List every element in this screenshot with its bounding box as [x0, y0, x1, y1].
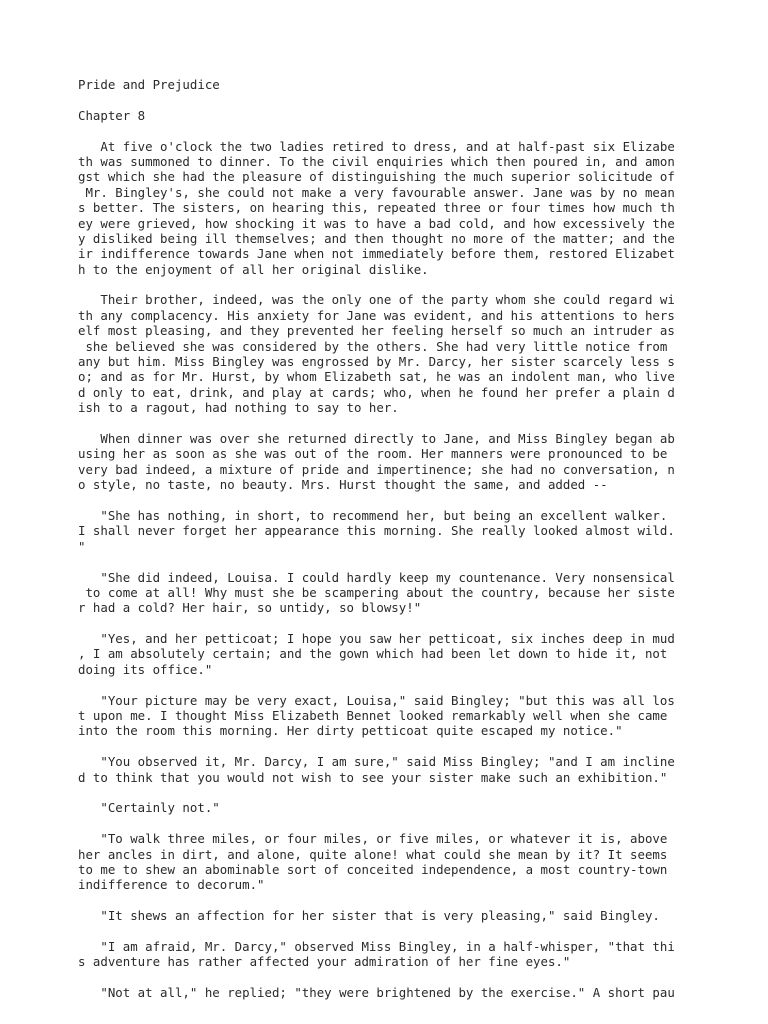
spacer [78, 970, 698, 985]
text-line: s adventure has rather affected your admiration of her fine eyes." [78, 954, 571, 970]
spacer [78, 816, 698, 831]
text-line: into the room this morning. Her dirty petticoat quite escaped my notice." [78, 723, 623, 739]
spacer [78, 739, 698, 754]
text-line: s better. The sisters, on hearing this, repeated three or four times how much th [78, 200, 675, 216]
document-title: Pride and Prejudice [78, 77, 220, 92]
spacer [78, 785, 698, 800]
paragraph [78, 939, 698, 970]
paragraph [78, 570, 698, 616]
text-line: "Not at all," he replied; "they were brightened by the exercise." A short pau [78, 985, 675, 1001]
paragraph [78, 292, 698, 415]
body-text [78, 139, 698, 1001]
text-line: d only to eat, drink, and play at cards; who, when he found her prefer a plain d [78, 384, 675, 400]
text-line: h to the enjoyment of all her original dislike. [78, 261, 429, 277]
text-line: d to think that you would not wish to see your sister make such an exhibition." [78, 769, 668, 785]
text-line: any but him. Miss Bingley was engrossed by Mr. Darcy, her sister scarcely less s [78, 354, 675, 370]
text-line: she believed she was considered by the others. She had very little notice from [78, 338, 668, 354]
text-line: "I am afraid, Mr. Darcy," observed Miss Bingley, in a half-whisper, "that thi [78, 938, 675, 954]
paragraph [78, 139, 698, 278]
text-line: th was summoned to dinner. To the civil enquiries which then poured in, and amon [78, 153, 675, 169]
spacer [78, 893, 698, 908]
text-line: I shall never forget her appearance this morning. She really looked almost wild. [78, 523, 675, 539]
spacer [78, 923, 698, 938]
text-line: "She did indeed, Louisa. I could hardly keep my countenance. Very nonsensical [78, 569, 675, 585]
spacer [78, 616, 698, 631]
paragraph [78, 431, 698, 493]
text-line: "Certainly not." [78, 800, 220, 816]
paragraph [78, 754, 698, 785]
text-line: Mr. Bingley's, she could not make a very favourable answer. Jane was by no mean [78, 184, 675, 200]
chapter-heading: Chapter 8 [78, 107, 146, 123]
paragraph [78, 985, 698, 1000]
text-line: to come at all! Why must she be scampering about the country, because her siste [78, 584, 675, 600]
spacer [78, 416, 698, 431]
text-line: elf most pleasing, and they prevented her feeling herself so much an intruder as [78, 323, 675, 339]
spacer [78, 493, 698, 508]
text-line: very bad indeed, a mixture of pride and impertinence; she had no conversation, n [78, 461, 675, 477]
text-line: "To walk three miles, or four miles, or five miles, or whatever it is, above [78, 831, 668, 847]
paragraph [78, 908, 698, 923]
text-line: to me to shew an abominable sort of conceited independence, a most country-town [78, 861, 668, 877]
text-line: indifference to decorum." [78, 877, 265, 893]
text-line: "Yes, and her petticoat; I hope you saw her petticoat, six inches deep in mud [78, 631, 675, 647]
spacer [78, 677, 698, 692]
paragraph [78, 831, 698, 893]
text-line: her ancles in dirt, and alone, quite alone! what could she mean by it? It seems [78, 846, 668, 862]
text-line: gst which she had the pleasure of distinguishing the much superior solicitude of [78, 169, 675, 185]
spacer [78, 92, 698, 107]
text-line: doing its office." [78, 661, 213, 677]
text-line: ey were grieved, how shocking it was to have a bad cold, and how excessively the [78, 215, 675, 231]
text-line: "Your picture may be very exact, Louisa," said Bingley; "but this was all los [78, 692, 675, 708]
spacer [78, 277, 698, 292]
text-line: "You observed it, Mr. Darcy, I am sure," said Miss Bingley; "and I am incline [78, 754, 675, 770]
text-line: o; and as for Mr. Hurst, by whom Elizabeth sat, he was an indolent man, who live [78, 369, 675, 385]
paragraph [78, 508, 698, 554]
text-line: Their brother, indeed, was the only one of the party whom she could regard wi [78, 292, 675, 308]
paragraph [78, 693, 698, 739]
paragraph [78, 800, 698, 815]
spacer [78, 123, 698, 138]
text-line: o style, no taste, no beauty. Mrs. Hurst thought the same, and added -- [78, 477, 608, 493]
text-line: At five o'clock the two ladies retired to dress, and at half-past six Elizabe [78, 138, 675, 154]
text-line: r had a cold? Her hair, so untidy, so blowsy!" [78, 600, 422, 616]
text-line: When dinner was over she returned directly to Jane, and Miss Bingley began ab [78, 430, 675, 446]
text-line: ish to a ragout, had nothing to say to her. [78, 400, 399, 416]
paragraph [78, 631, 698, 677]
text-line: "She has nothing, in short, to recommend her, but being an excellent walker. [78, 507, 668, 523]
text-line: using her as soon as she was out of the room. Her manners were pronounced to be [78, 446, 668, 462]
text-line: t upon me. I thought Miss Elizabeth Bennet looked remarkably well when she came [78, 708, 668, 724]
text-line: "It shews an affection for her sister that is very pleasing," said Bingley. [78, 908, 660, 924]
document-page [78, 77, 698, 1000]
text-line: " [78, 538, 86, 554]
text-line: th any complacency. His anxiety for Jane was evident, and his attentions to hers [78, 307, 675, 323]
text-line: y disliked being ill themselves; and then thought no more of the matter; and the [78, 230, 675, 246]
text-line: , I am absolutely certain; and the gown which had been let down to hide it, not [78, 646, 668, 662]
text-line: ir indifference towards Jane when not immediately before them, restored Elizabet [78, 246, 675, 262]
spacer [78, 554, 698, 569]
